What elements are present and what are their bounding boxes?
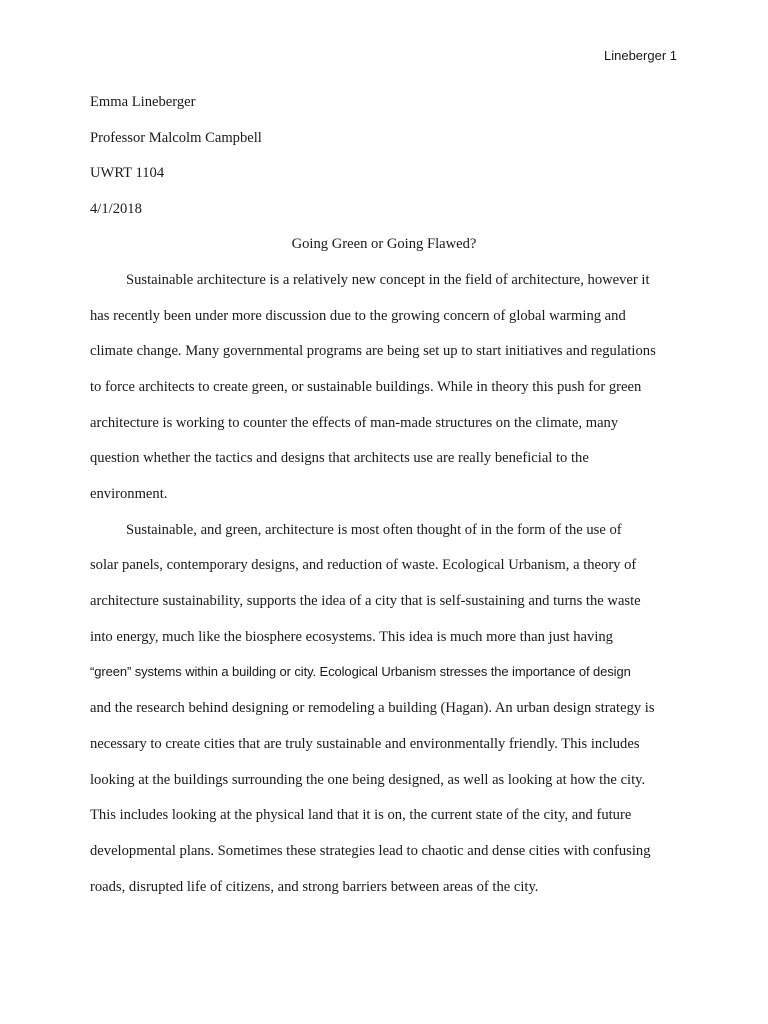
submission-date: 4/1/2018 <box>90 201 142 217</box>
paragraph-2-line-4: into energy, much like the biosphere ecosystems. This idea is much more than just having <box>90 629 613 645</box>
paragraph-2-line-1: Sustainable, and green, architecture is most often thought of in the form of the use of <box>126 522 622 538</box>
paragraph-1-line-4: to force architects to create green, or sustainable buildings. While in theory this push for green <box>90 379 642 395</box>
paragraph-2-line-7: necessary to create cities that are truly sustainable and environmentally friendly. This includes <box>90 736 640 752</box>
paragraph-2-line-5: “green” systems within a building or city. Ecological Urbanism stresses the importance of design <box>90 664 631 679</box>
paragraph-2-line-9: This includes looking at the physical land that it is on, the current state of the city, and future <box>90 807 632 823</box>
paragraph-2-line-8: looking at the buildings surrounding the one being designed, as well as looking at how the city. <box>90 772 646 788</box>
paragraph-2-line-10: developmental plans. Sometimes these strategies lead to chaotic and dense cities with confusing <box>90 843 651 859</box>
running-head: Lineberger 1 <box>604 48 677 63</box>
paragraph-1-line-3: climate change. Many governmental programs are being set up to start initiatives and regulations <box>90 343 656 359</box>
paragraph-1-line-7: environment. <box>90 486 168 502</box>
paragraph-1-line-1: Sustainable architecture is a relatively new concept in the field of architecture, however it <box>126 272 650 288</box>
student-name: Emma Lineberger <box>90 94 196 110</box>
paragraph-2-line-2: solar panels, contemporary designs, and reduction of waste. Ecological Urbanism, a theory of <box>90 557 637 573</box>
course-code: UWRT 1104 <box>90 165 165 181</box>
paragraph-2-line-6: and the research behind designing or remodeling a building (Hagan). An urban design strategy is <box>90 700 655 716</box>
paragraph-1-line-6: question whether the tactics and designs that architects use are really beneficial to the <box>90 450 589 466</box>
professor-name: Professor Malcolm Campbell <box>90 130 262 146</box>
paper-title: Going Green or Going Flawed? <box>291 236 477 252</box>
paragraph-1-line-2: has recently been under more discussion due to the growing concern of global warming and <box>90 308 626 324</box>
paragraph-2-line-3: architecture sustainability, supports the idea of a city that is self-sustaining and turns the waste <box>90 593 641 609</box>
paragraph-1-line-5: architecture is working to counter the effects of man-made structures on the climate, many <box>90 415 619 431</box>
paragraph-2-line-11: roads, disrupted life of citizens, and strong barriers between areas of the city. <box>90 879 539 895</box>
